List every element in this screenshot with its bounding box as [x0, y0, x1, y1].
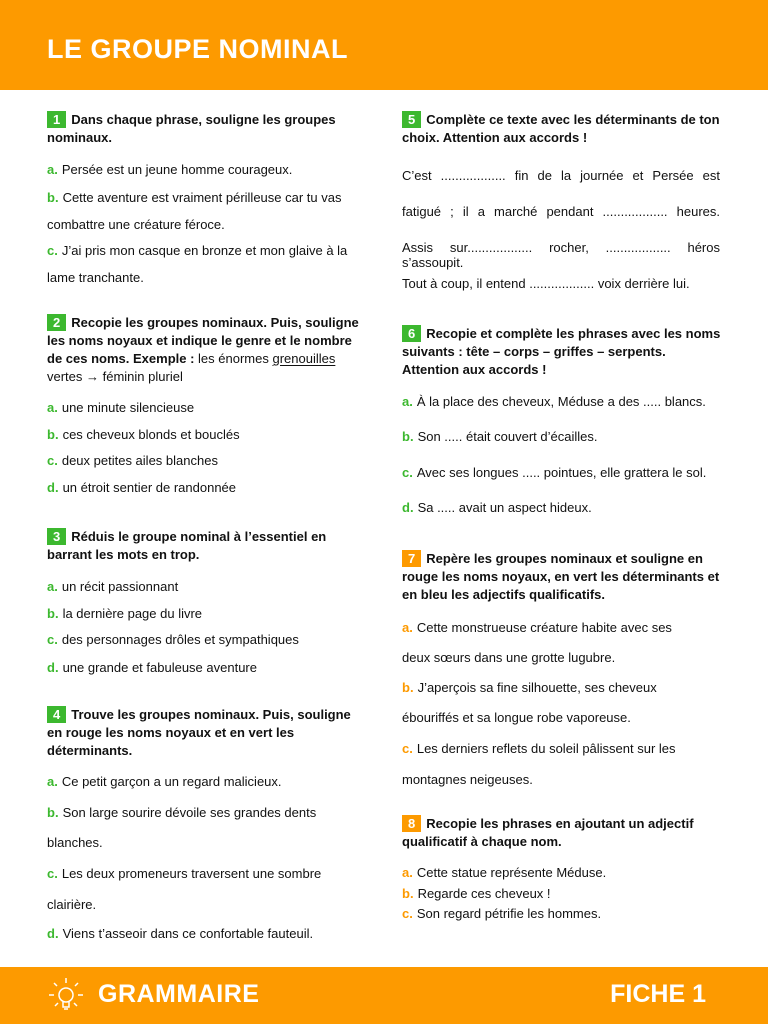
list-item: a. une minute silencieuse: [47, 400, 195, 415]
exercise-8-title: 8 Recopie les phrases en ajoutant un adjectif qualificatif à chaque nom.: [402, 816, 694, 849]
exercise-3-title: 3 Réduis le groupe nominal à l’essentiel en barrant les mots en trop.: [47, 529, 327, 562]
list-item: b. Cette aventure est vraiment périlleuse car tu vas combattre une créature féroce.: [47, 190, 342, 232]
lightbulb-icon: [46, 975, 86, 1015]
list-item: c. Son regard pétrifie les hommes.: [402, 906, 602, 921]
text-line: Assis sur.................. rocher, .................. héros s’assoupit.: [402, 240, 720, 270]
list-item: d. Viens t’asseoir dans ce confortable fauteuil.: [47, 926, 314, 941]
list-item: a. Cette monstrueuse créature habite avec ses deux sœurs dans une grotte lugubre.: [402, 620, 672, 665]
exercise-1-title: 1 Dans chaque phrase, souligne les groupes nominaux.: [47, 112, 336, 145]
list-item: c. J’ai pris mon casque en bronze et mon glaive à la lame tranchante.: [47, 243, 348, 285]
exercise-5-title: 5 Complète ce texte avec les déterminants de ton choix. Attention aux accords !: [402, 112, 720, 145]
text-line: C’est .................. fin de la journée et Persée est: [402, 168, 720, 183]
footer-bar: [0, 967, 768, 1024]
footer-subject: GRAMMAIRE: [98, 980, 260, 1008]
list-item: b. Regarde ces cheveux !: [402, 886, 551, 901]
list-item: d. une grande et fabuleuse aventure: [47, 660, 257, 675]
header-bar: [0, 0, 768, 90]
list-item: c. deux petites ailes blanches: [47, 453, 218, 468]
footer-sheet-number: FICHE 1: [610, 980, 706, 1008]
list-item: a. Cette statue représente Méduse.: [402, 865, 607, 880]
list-item: a. Persée est un jeune homme courageux.: [47, 162, 293, 177]
list-item: a. un récit passionnant: [47, 579, 179, 594]
list-item: b. la dernière page du livre: [47, 606, 203, 621]
list-item: b. ces cheveux blonds et bouclés: [47, 427, 240, 442]
exercise-6-title: 6 Recopie et complète les phrases avec les noms suivants : tête – corps – griffes – serpents. Attention aux accords !: [402, 326, 721, 377]
list-item: b. Son large sourire dévoile ses grandes dents blanches.: [47, 805, 317, 850]
list-item: d. Sa ..... avait un aspect hideux.: [402, 500, 592, 515]
list-item: a. À la place des cheveux, Méduse a des ..... blancs.: [402, 394, 706, 409]
list-item: b. Son ..... était couvert d’écailles.: [402, 429, 598, 444]
list-item: a. Ce petit garçon a un regard malicieux.: [47, 774, 282, 789]
text-line: fatigué ; il a marché pendant .................. heures.: [402, 204, 720, 219]
list-item: c. Les deux promeneurs traversent une sombre clairière.: [47, 866, 322, 912]
list-item: c. Avec ses longues ..... pointues, elle grattera le sol.: [402, 465, 707, 480]
list-item: c. Les derniers reflets du soleil pâlissent sur les montagnes neigeuses.: [402, 741, 676, 787]
exercise-7-title: 7 Repère les groupes nominaux et souligne en rouge les noms noyaux, en vert les déterminants et en bleu les adjectifs qualificatifs.: [402, 551, 720, 602]
list-item: d. un étroit sentier de randonnée: [47, 480, 237, 495]
list-item: c. des personnages drôles et sympathiques: [47, 632, 299, 647]
page-title: LE GROUPE NOMINAL: [47, 34, 349, 64]
exercise-2-title: 2 Recopie les groupes nominaux. Puis, souligne les noms noyaux et indique le genre et le nombre de ces noms. Exemple : les énormes grenouilles vertes → féminin pluriel: [47, 315, 359, 384]
exercise-4-title: 4 Trouve les groupes nominaux. Puis, souligne en rouge les noms noyaux et en vert les déterminants.: [47, 707, 351, 758]
text-line: Tout à coup, il entend .................. voix derrière lui.: [402, 276, 690, 291]
list-item: b. J’aperçois sa fine silhouette, ses cheveux ébouriffés et sa longue robe vaporeuse.: [402, 680, 657, 725]
